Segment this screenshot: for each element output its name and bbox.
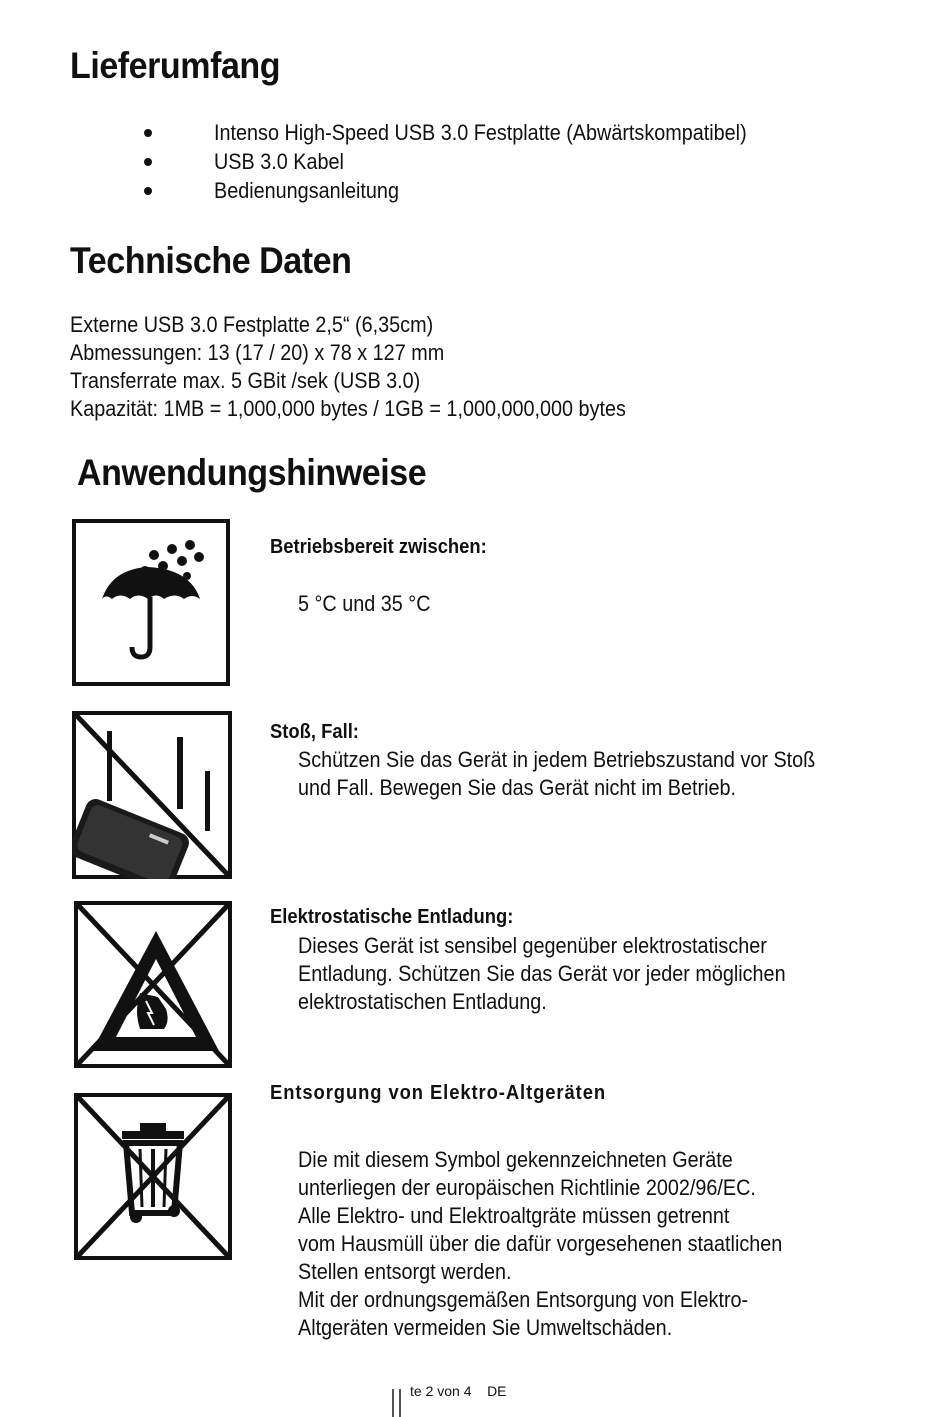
note-line: Alle Elektro- und Elektroaltgräte müssen getrennt [298,1203,730,1228]
note-line: elektrostatischen Entladung. [298,989,547,1014]
note-line: Entladung. Schützen Sie das Gerät vor jeder möglichen [298,961,786,986]
no-drop-shock-icon [72,711,232,879]
note-line: Altgeräten vermeiden Sie Umweltschäden. [298,1315,673,1340]
note-body [298,932,840,1016]
heading-lieferumfang: Lieferumfang [70,45,281,86]
page-footer [392,1383,507,1413]
heading-technische-daten: Technische Daten [70,240,352,281]
heading-anwendungshinweise: Anwendungshinweise [77,452,427,493]
spec-list [70,311,688,423]
page-edge-marks-icon [392,1383,410,1413]
note-line: unterliegen der europäischen Richtlinie 2002/96/EC. [298,1175,756,1200]
note-line: Stellen entsorgt werden. [298,1259,512,1284]
note-body [298,1146,836,1342]
note-line: 5 °C und 35 °C [298,591,431,616]
page-number: te 2 von 4 [410,1383,472,1399]
note-body [298,746,873,802]
note-body [298,590,445,618]
spec-line: Externe USB 3.0 Festplatte 2,5“ (6,35cm) [70,312,434,337]
note-line: Mit der ordnungsgemäßen Entsorgung von Elektro- [298,1287,749,1312]
bullet-icon [144,129,152,137]
note-line: vom Hausmüll über die dafür vorgesehenen staatlichen [298,1231,783,1256]
language-code: DE [487,1383,507,1399]
note-title: Elektrostatische Entladung: [270,906,514,928]
spec-line: Kapazität: 1MB = 1,000,000 bytes / 1GB = 1,000,000,000 bytes [70,396,626,421]
spec-line: Transferrate max. 5 GBit /sek (USB 3.0) [70,368,421,393]
note-title: Betriebsbereit zwischen: [270,536,487,558]
document-page: Lieferumfang Intenso High-Speed USB 3.0 Festplatte (Abwärtskompatibel) USB 3.0 Kabel Bedienungsanleitung Technische Daten Externe USB 3.0 Festplatte 2,5“ (6,35cm) Abmessungen: 13 (17 / 20) x 78 x 127 mm Transferrate max. 5 GBit /sek (USB 3.0) Kapazität: 1MB = 1,000,000 bytes / 1GB = 1,000,000,000 bytes Anwendungshinweise Betriebsbereit zwischen: 5 °C und 35 °C Stoß, Fall: Schützen Sie das Gerät in jedem Betriebszustand vor Stoß und Fall. Bewegen Sie das Gerät nicht im Betrieb. Elektrostatische Entladung: Dieses Gerät ist sensibel gegenüber elektrostatischer Entladung. Schützen Sie das Gerät vor jeder möglichen elektrostatischen Entladung. Entsorgung von Elektro-Altgeräten Die mit diesem Symbol gekennzeichneten Geräte unterliegen der europäischen Richtlinie 2002/96/EC. Alle Elektro- und Elektroaltgräte müssen getrennt vom Hausmüll über die dafür vorgesehenen staatlichen Stellen entsorgt werden. Mit der ordnungsgemäßen Entsorgung von Elektro- Altgeräten vermeiden Sie Umweltschäden. te 2 von 4 DE [0,0,950,1415]
note-line: Die mit diesem Symbol gekennzeichneten Geräte [298,1147,733,1172]
spec-line: Abmessungen: 13 (17 / 20) x 78 x 127 mm [70,340,445,365]
crossed-out-bin-icon [74,1093,232,1260]
note-title: Entsorgung von Elektro-Altgeräten [270,1082,607,1104]
note-line: Dieses Gerät ist sensibel gegenüber elektrostatischer [298,933,767,958]
note-line: und Fall. Bewegen Sie das Gerät nicht im Betrieb. [298,775,737,800]
note-title: Stoß, Fall: [270,721,359,743]
note-line: Schützen Sie das Gerät in jedem Betriebszustand vor Stoß [298,747,816,772]
bullet-icon [144,158,152,166]
bullet-icon [144,187,152,195]
esd-warning-icon [74,901,232,1068]
umbrella-rain-icon [72,519,230,686]
